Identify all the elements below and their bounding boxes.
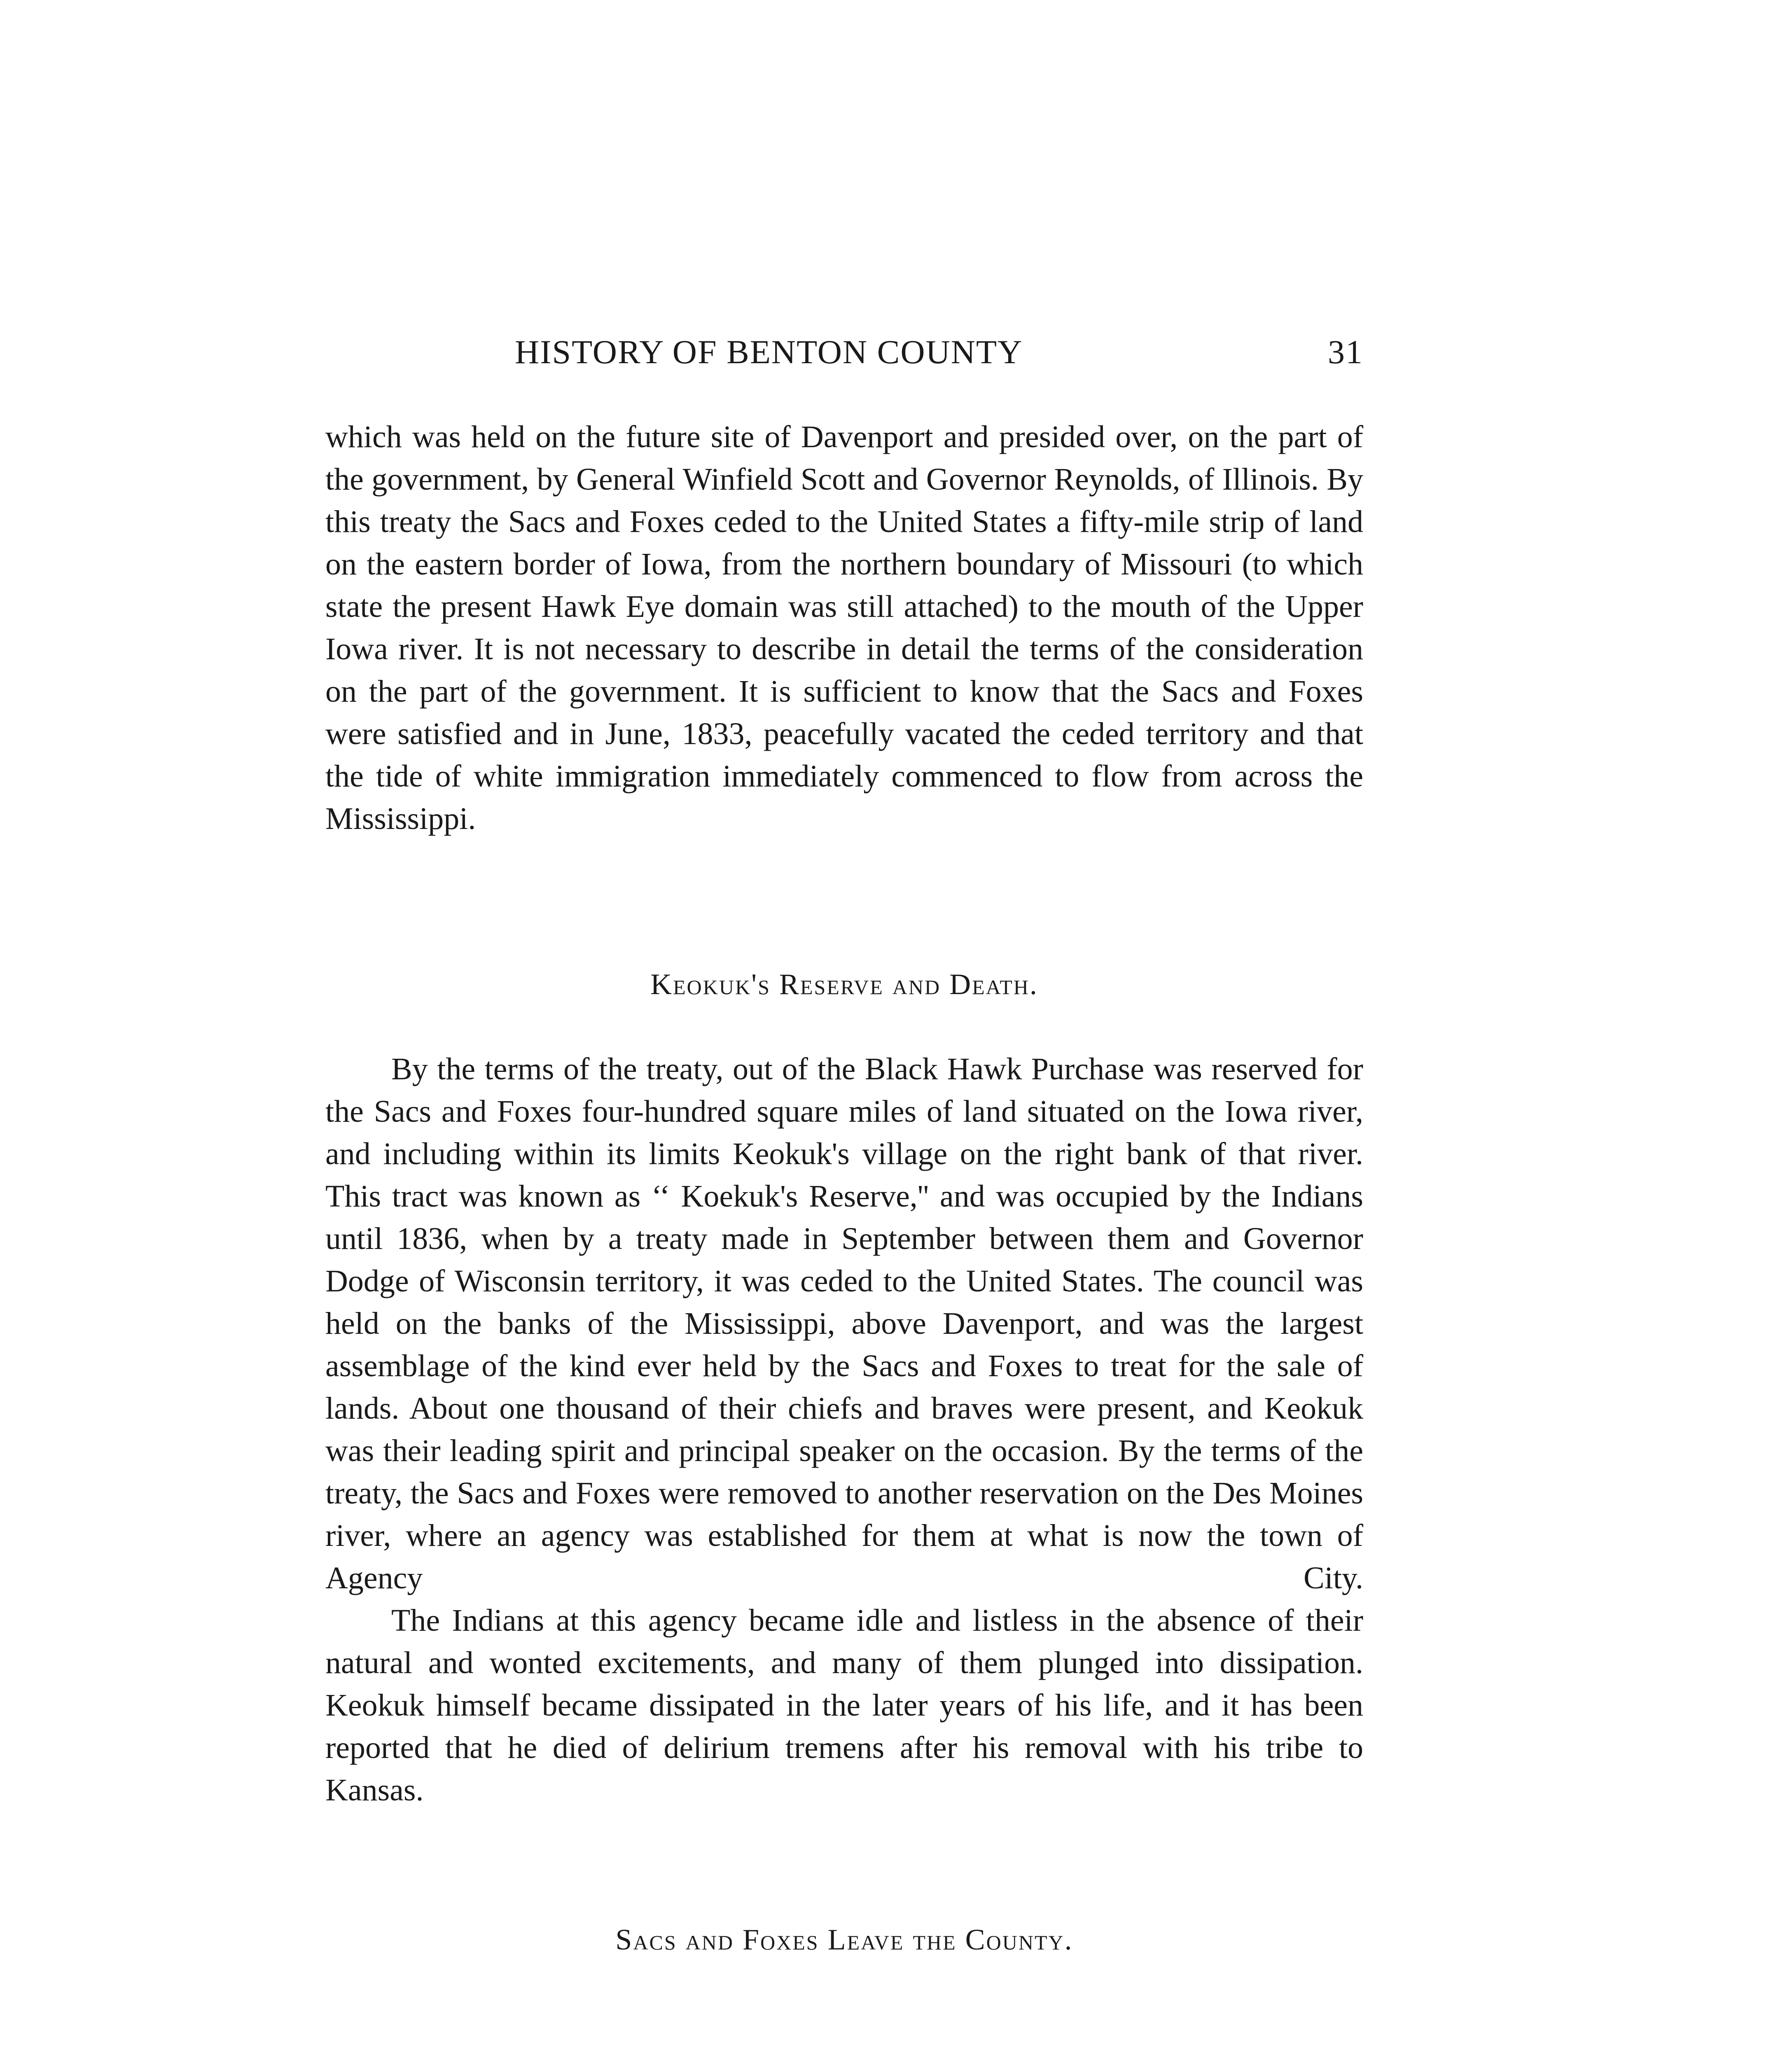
section-heading-sacs-and-foxes-leave: Sacs and Foxes Leave the County. xyxy=(615,1923,1073,1956)
text-block-opening xyxy=(325,416,1363,840)
section-heading-keokuks-reserve: Keokuk's Reserve and Death. xyxy=(650,968,1038,1001)
running-head xyxy=(325,329,1363,375)
paragraph: The Indians at this agency became idle and listless in the absence of their natural and wonted excitements, and many of them plunged into dissipation. Keokuk himself became dissipated in the later years of his life, and it has been reported that he died of delirium tremens after his removal with his tribe to Kansas. xyxy=(325,1603,1363,1807)
paragraph: which was held on the future site of Davenport and presided over, on the part of the government, by General Winfield Scott and Governor Reynolds, of Illinois. By this treaty the Sacs and Foxes ceded to the United States a fifty-mile strip of land on the eastern border of Iowa, from the northern boundary of Missouri (to which state the present Hawk Eye domain was still attached) to the mouth of the Upper Iowa river. It is not necessary to describe in detail the terms of the consideration on the part of the government. It is sufficient to know that the Sacs and Foxes were satisfied and in June, 1833, peacefully vacated the ceded territory and that the tide of white immigration immediately commenced to flow from across the Mississippi. xyxy=(325,420,1363,836)
page-number: 31 xyxy=(1328,333,1363,371)
text-block-keokuks-reserve xyxy=(325,1048,1363,1812)
paragraph: By the terms of the treaty, out of the Black Hawk Purchase was reserved for the Sacs and Foxes four-hundred square miles of land situated on the Iowa river, and including within its limits Keokuk's village on the right bank of that river. This tract was known as ‘‘ Koekuk's Reserve,'' and was occupied by the Indians until 1836, when by a treaty made in September between them and Governor Dodge of Wisconsin territory, it was ceded to the United States. The council was held on the banks of the Mississippi, above Davenport, and was the largest assemblage of the kind ever held by the Sacs and Foxes to treat for the sale of lands. About one thousand of their chiefs and braves were present, and Keokuk was their leading spirit and principal speaker on the occasion. By the terms of the treaty, the Sacs and Foxes were removed to another reservation on the Des Moines river, where an agency was established for them at what is now the town of Agency City. xyxy=(325,1052,1363,1595)
running-title: HISTORY OF BENTON COUNTY xyxy=(515,333,1023,371)
